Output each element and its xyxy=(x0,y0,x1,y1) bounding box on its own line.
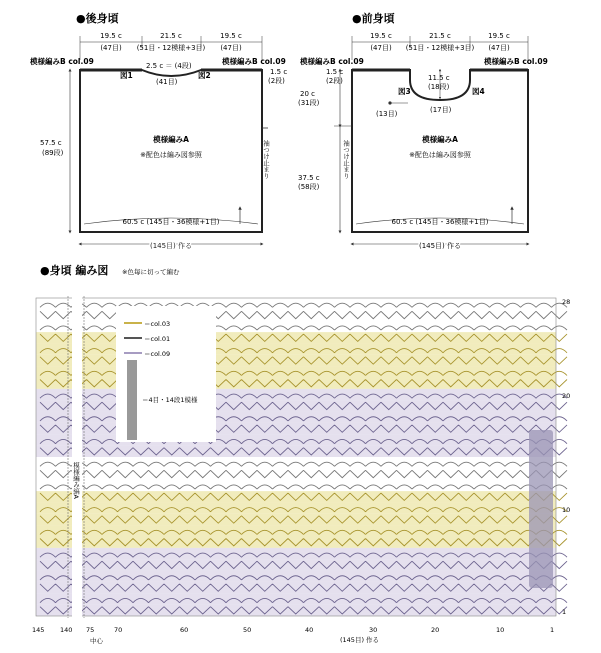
front-side-st: (13目) xyxy=(376,110,398,118)
row-label-20: 20 xyxy=(562,392,571,400)
back-right-dim-rows: (2段) xyxy=(268,77,285,85)
front-lower-rows: (58段) xyxy=(298,183,320,191)
chart-title-note: ※色毎に切って編む xyxy=(122,268,180,276)
legend-col01: ＝col.01 xyxy=(144,335,171,343)
back-edge-left-label: 模様編みB col.09 xyxy=(30,57,94,66)
col-label-20: 20 xyxy=(431,626,440,634)
front-neck-center-st: (17目) xyxy=(430,106,452,114)
row-label-10: 10 xyxy=(562,506,571,514)
back-height-rows: (89段) xyxy=(42,149,64,157)
back-dim-right-st: (47目) xyxy=(220,44,242,52)
legend-repeat-swatch xyxy=(127,360,137,440)
back-neck-st: (41目) xyxy=(156,78,178,86)
back-dim-left-st: (47目) xyxy=(100,44,122,52)
back-dim-center-st: (51目・12模様+3目) xyxy=(136,44,206,52)
col-label-50: 50 xyxy=(243,626,252,634)
back-armhole: 袖つけ止まり xyxy=(262,140,270,179)
front-dim-left: 19.5 c xyxy=(370,32,392,40)
row-label-1: 1 xyxy=(562,608,567,616)
chart-side-label: 模様編み縞A xyxy=(72,462,80,499)
front-title: ●前身頃 xyxy=(352,12,395,25)
stitch-chart xyxy=(32,263,570,645)
back-fig2: 図2 xyxy=(198,71,211,80)
col-label-30: 30 xyxy=(369,626,378,634)
col-label-75: 75 xyxy=(86,626,95,634)
back-height-val: 57.5 c xyxy=(40,139,62,147)
front-left-dim-rows: (2段) xyxy=(326,77,343,85)
chart-title: ●身頃 編み図 xyxy=(40,264,109,277)
back-right-dim: 1.5 c xyxy=(270,68,288,76)
center-label: 中心 xyxy=(90,637,103,645)
front-note: ※配色は編み図参照 xyxy=(409,151,471,159)
back-bottom-row: 60.5 c (145目・36模様+1目) xyxy=(122,218,220,226)
col-label-10: 10 xyxy=(496,626,505,634)
back-dim-right: 19.5 c xyxy=(220,32,242,40)
front-neck-depth-rows: (18段) xyxy=(428,83,450,91)
back-title: ●後身頃 xyxy=(76,12,119,25)
front-dim-left-st: (47目) xyxy=(370,44,392,52)
front-dim-center: 21.5 c xyxy=(429,32,451,40)
col-label-145: 145 xyxy=(32,626,45,634)
front-bottom-make: (145目) 作る xyxy=(418,242,462,250)
back-pattern: 模様編みA xyxy=(153,135,189,144)
col-label-40: 40 xyxy=(305,626,314,634)
front-body-diagram xyxy=(298,11,548,250)
front-dim-right-st: (47目) xyxy=(488,44,510,52)
front-bottom-row: 60.5 c (145目・36模様+1目) xyxy=(391,218,489,226)
legend-col03: ＝col.03 xyxy=(144,320,171,328)
front-edge-right-label: 模様編みB col.09 xyxy=(484,57,548,66)
front-upper-val: 20 c xyxy=(300,90,315,98)
front-left-dim: 1.5 c xyxy=(326,68,344,76)
front-armhole: 袖つけ止まり xyxy=(342,140,350,179)
back-note: ※配色は編み図参照 xyxy=(140,151,202,159)
front-edge-left-label: 模様編みB col.09 xyxy=(300,57,364,66)
back-dim-left: 19.5 c xyxy=(100,32,122,40)
chart-bottom-cut: (145目) 作る xyxy=(340,636,380,644)
front-neck-depth: 11.5 c xyxy=(428,74,450,82)
legend-col09: ＝col.09 xyxy=(144,350,171,358)
front-fig3: 図3 xyxy=(398,87,411,96)
repeat-highlight xyxy=(529,430,553,588)
back-dim-center: 21.5 c xyxy=(160,32,182,40)
back-bottom-make: (145目) 作る xyxy=(149,242,193,250)
back-fig1: 図1 xyxy=(120,71,133,80)
front-dim-center-st: (51目・12模様+3目) xyxy=(405,44,475,52)
col-label-70: 70 xyxy=(114,626,123,634)
front-upper-rows: (31段) xyxy=(298,99,320,107)
back-edge-right-label: 模様編みB col.09 xyxy=(222,57,286,66)
col-label-1: 1 xyxy=(550,626,555,634)
back-neck-drop: 2.5 c ＝ (4段) xyxy=(146,62,192,70)
front-fig4: 図4 xyxy=(472,87,485,96)
front-dim-right: 19.5 c xyxy=(488,32,510,40)
col-label-60: 60 xyxy=(180,626,189,634)
front-pattern: 模様編みA xyxy=(422,135,458,144)
col-label-140: 140 xyxy=(60,626,73,634)
back-body-diagram xyxy=(29,11,287,250)
front-lower-val: 37.5 c xyxy=(298,174,320,182)
legend-repeat: ＝4目・14段1模様 xyxy=(142,396,198,404)
row-label-28: 28 xyxy=(562,298,571,306)
